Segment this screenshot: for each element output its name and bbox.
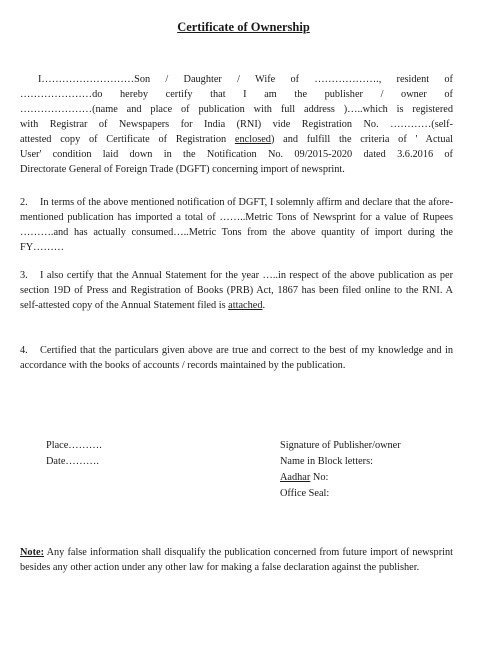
para1-line7: Directorate General of Foreign Trade (DGFT) concerning import of newsprint. bbox=[20, 164, 345, 175]
para1-line2: …………………do hereby certify that I am the publisher / owner of bbox=[20, 89, 453, 100]
note-text: Any false information shall disqualify the publication concerned from future import of newsprint besides any other action under any other law for making a false declaration against the publisher. bbox=[20, 547, 453, 573]
place-date-block bbox=[46, 438, 102, 470]
note-label: Note: bbox=[20, 547, 45, 558]
paragraph-4 bbox=[20, 343, 453, 373]
office-seal-label: Office Seal: bbox=[280, 488, 330, 499]
para1-line1: I………………………Son / Daughter / Wife of ………………., resident of bbox=[38, 74, 453, 85]
aadhar-label: Aadhar No: bbox=[280, 472, 329, 483]
place-field: Place………. bbox=[46, 440, 102, 451]
para2-text: In terms of the above mentioned notification of DGFT, I solemnly affirm and declare that the afore-mentioned publication has imported a total of ……..Metric Tons of Newsprint for a value of Rupees ……….and has actually consumed…..Metric Tons from the above quantity of import during the FY……… bbox=[20, 197, 453, 253]
name-block-letters-label: Name in Block letters: bbox=[280, 456, 373, 467]
signature-label: Signature of Publisher/owner bbox=[280, 440, 401, 451]
paragraph-3: 3. I also certify that the Annual Statement for the year …..in respect of the above publication as per section 19D of Press and Registration of Books (PRB) Act, 1867 has been filed online to the RNI. A self-attested copy of the Annual Statement filed is attached. bbox=[20, 270, 453, 311]
para4-text: Certified that the particulars given above are true and correct to the best of my knowledge and in accordance with the books of accounts / records maintained by the publication. bbox=[20, 345, 453, 371]
para3-text: I also certify that the Annual Statement for the year …..in respect of the above publication as per section 19D of Press and Registration of Books (PRB) Act, 1867 has been filed online to the RNI. A self-attested copy of the Annual Statement filed is bbox=[20, 270, 453, 311]
para1-line5: attested copy of Certificate of Registration enclosed) and fulfill the criteria of ' Actual bbox=[20, 134, 453, 145]
document-title: Certificate of Ownership bbox=[177, 20, 310, 34]
signature-block bbox=[280, 438, 401, 502]
paragraph-1 bbox=[20, 72, 453, 177]
para1-line4: with Registrar of Newspapers for India (RNI) vide Registration No. …………(self- bbox=[20, 119, 453, 130]
enclosed-underlined: enclosed bbox=[234, 134, 271, 145]
para2-number: 2. bbox=[20, 197, 28, 208]
attached-underlined: attached bbox=[228, 300, 263, 311]
para1-line6: User' condition laid down in the Notification No. 09/2015-2020 dated 3.6.2016 of bbox=[20, 149, 453, 160]
date-field: Date………. bbox=[46, 456, 99, 467]
para4-number: 4. bbox=[20, 345, 28, 356]
paragraph-2 bbox=[20, 195, 453, 255]
para1-line3: …………………(name and place of publication with full address )…..which is registered bbox=[20, 104, 453, 115]
para3-number: 3. bbox=[20, 270, 28, 281]
note-paragraph bbox=[20, 545, 453, 575]
